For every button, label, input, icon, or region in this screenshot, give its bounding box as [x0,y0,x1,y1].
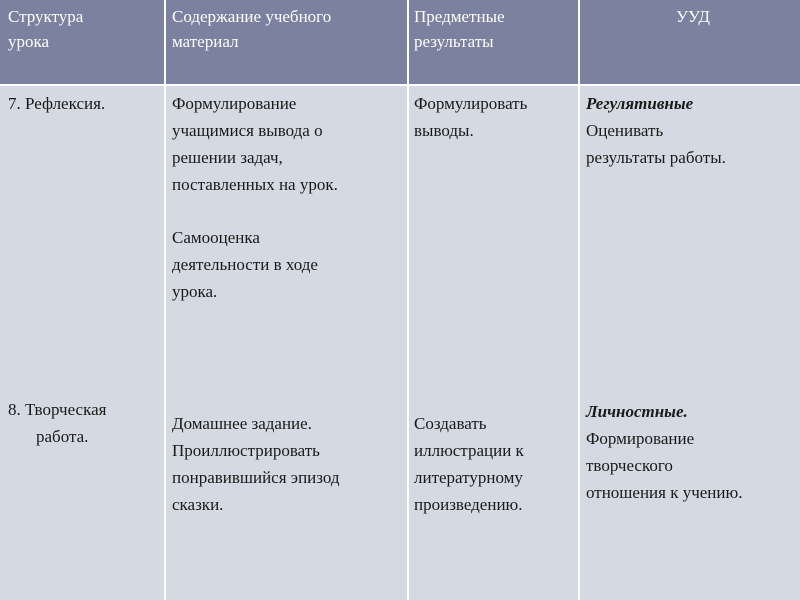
content-line: учащимися вывода о [172,121,323,140]
uud-personal [586,398,742,506]
results-line: Формулировать [414,94,528,113]
content-line: урока. [172,282,218,301]
content-homework [172,410,340,518]
header-text: Структура [8,7,84,26]
results-creative [414,410,524,518]
header-text: урока [8,32,50,51]
results-line: выводы. [414,121,474,140]
content-line: Самооценка [172,228,260,247]
uud-line: Оценивать [586,121,664,140]
stage-creative-work [8,396,106,450]
stage-reflection [8,90,105,117]
content-line: Формулирование [172,94,297,113]
content-line: решении задач, [172,148,283,167]
stage-label: работа. [36,427,89,446]
uud-title: Личностные. [586,402,688,421]
content-line: понравившийся эпизод [172,468,340,487]
content-line: деятельности в ходе [172,255,318,274]
header-text: результаты [414,32,494,51]
column-divider [164,0,166,600]
content-self-assessment [172,224,318,305]
results-line: Создавать [414,414,487,433]
content-line: Домашнее задание. [172,414,312,433]
uud-line: творческого [586,456,673,475]
content-reflection [172,90,338,198]
stage-label: 7. Рефлексия. [8,94,106,113]
header-text: УУД [676,7,710,26]
uud-title: Регулятивные [586,94,694,113]
header-divider [0,84,800,86]
column-divider [407,0,409,600]
header-content [172,0,402,54]
header-uud [586,0,800,29]
results-line: литературному [414,468,523,487]
uud-line: результаты работы. [586,148,726,167]
header-text: Предметные [414,7,505,26]
results-line: иллюстрации к [414,441,524,460]
column-divider [578,0,580,600]
content-line: сказки. [172,495,224,514]
header-results [414,0,574,54]
results-line: произведению. [414,495,523,514]
header-text: материал [172,32,239,51]
results-reflection [414,90,527,144]
content-line: Проиллюстрировать [172,441,320,460]
header-structure [8,0,158,54]
stage-label: 8. Творческая [8,400,107,419]
header-text: Содержание учебного [172,7,332,26]
uud-line: отношения к учению. [586,483,743,502]
uud-regulatory [586,90,726,171]
uud-line: Формирование [586,429,695,448]
content-line: поставленных на урок. [172,175,338,194]
